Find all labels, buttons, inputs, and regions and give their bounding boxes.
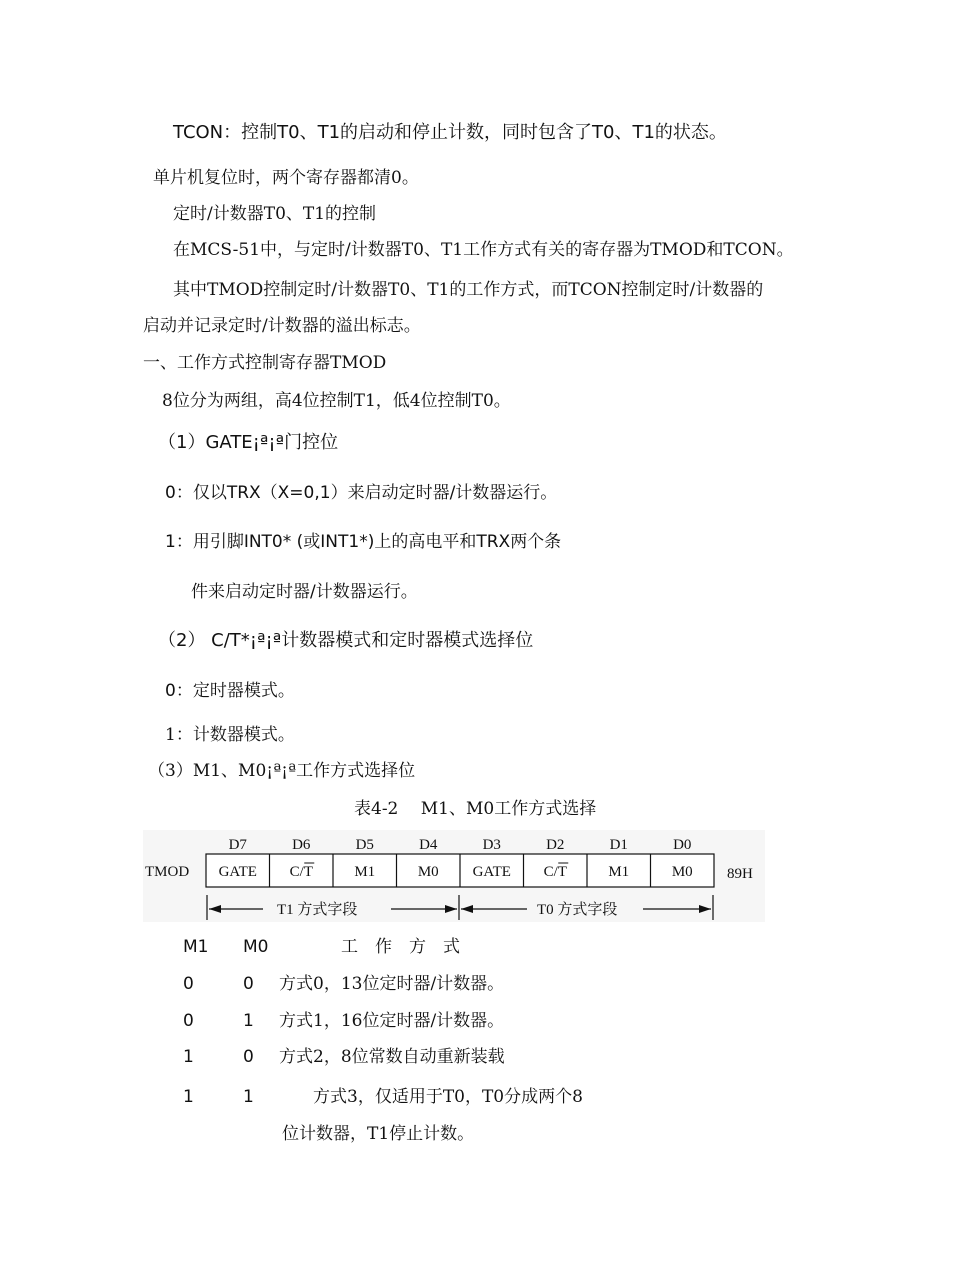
row-m1: 1 (183, 1087, 194, 1107)
ct-value-1: 1：计数器模式。 (165, 725, 295, 745)
tmod-description-line-2: 启动并记录定时/计数器的溢出标志。 (143, 316, 421, 336)
register-cell-d3: GATE (472, 864, 511, 880)
m1m0-heading: （3）M1、M0¡ª¡ª工作方式选择位 (148, 761, 416, 781)
control-heading: 定时/计数器T0、T1的控制 (173, 204, 377, 224)
row-description-continued: 位计数器，T1停止计数。 (282, 1124, 475, 1144)
table-row (183, 1049, 583, 1069)
tmod-register-diagram (143, 830, 765, 922)
row-m0: 1 (243, 1011, 254, 1031)
t1-arrow-right-head (445, 905, 457, 913)
t0-field-label: T0 方式字段 (537, 902, 618, 918)
row-description: 方式0，13位定时器/计数器。 (279, 974, 505, 994)
mcs51-line: 在MCS-51中，与定时/计数器T0、T1工作方式有关的寄存器为TMOD和TCON。 (173, 240, 794, 260)
mode-table-header (183, 939, 503, 959)
bit-label-d6: D6 (292, 837, 311, 853)
row-m0: 0 (243, 974, 254, 994)
ct-heading: （2） C/T*¡ª¡ª计数器模式和定时器模式选择位 (158, 630, 534, 651)
row-description: 方式3，仅适用于T0，T0分成两个8 (313, 1087, 583, 1107)
row-m0: 0 (243, 1047, 254, 1067)
register-cell-d5: M1 (354, 864, 376, 880)
bit-label-d7: D7 (228, 837, 247, 853)
ct-value-0: 0：定时器模式。 (165, 681, 295, 701)
tmod-register-figure (143, 830, 765, 922)
bit-label-d3: D3 (482, 837, 501, 853)
t1-field-label: T1 方式字段 (277, 902, 358, 918)
row-m1: 0 (183, 1011, 194, 1031)
row-description: 方式2，8位常数自动重新装载 (279, 1047, 505, 1067)
row-description: 方式1，16位定时器/计数器。 (279, 1011, 505, 1031)
bit-label-d1: D1 (609, 837, 628, 853)
bits-split-line: 8位分为两组，高4位控制T1，低4位控制T0。 (162, 391, 511, 411)
row-m1: 0 (183, 974, 194, 994)
register-cell-d7: GATE (218, 864, 257, 880)
t0-arrow-right-head (699, 905, 711, 913)
register-address: 89H (727, 866, 753, 882)
gate-value-0: 0：仅以TRX（X=0,1）来启动定时器/计数器运行。 (165, 483, 558, 503)
register-cell-d1: M1 (608, 864, 630, 880)
register-cell-d4: M0 (417, 864, 439, 880)
table-row (183, 1089, 643, 1109)
header-m1: M1 (183, 937, 209, 957)
table-row (183, 976, 583, 996)
row-m1: 1 (183, 1047, 194, 1067)
header-mode: 工 作 方 式 (341, 937, 460, 957)
table-caption: 表4-2 M1、M0工作方式选择 (354, 799, 597, 819)
register-name: TMOD (145, 864, 190, 880)
register-cell-d6: C/T (289, 864, 313, 880)
tcon-line: TCON：控制T0、T1的启动和停止计数，同时包含了T0、T1的状态。 (173, 122, 727, 143)
register-cell-d2: C/T (543, 864, 567, 880)
header-m0: M0 (243, 937, 269, 957)
gate-heading: （1）GATE¡ª¡ª门控位 (158, 432, 339, 453)
t1-arrow-left-head (209, 905, 221, 913)
gate-value-1-continued: 件来启动定时器/计数器运行。 (191, 582, 418, 602)
t0-arrow-left-head (461, 905, 473, 913)
bit-label-d5: D5 (355, 837, 374, 853)
reset-line: 单片机复位时，两个寄存器都清0。 (153, 168, 419, 188)
tmod-description-line-1: 其中TMOD控制定时/计数器T0、T1的工作方式，而TCON控制定时/计数器的 (173, 280, 764, 300)
section-heading-tmod: 一、工作方式控制寄存器TMOD (143, 353, 387, 373)
row-m0: 1 (243, 1087, 254, 1107)
bit-label-d4: D4 (419, 837, 438, 853)
table-row (183, 1013, 583, 1033)
register-cell-d0: M0 (671, 864, 693, 880)
bit-label-d2: D2 (546, 837, 565, 853)
bit-label-d0: D0 (673, 837, 692, 853)
gate-value-1: 1：用引脚INT0* (或INT1*)上的高电平和TRX两个条 (165, 532, 562, 552)
